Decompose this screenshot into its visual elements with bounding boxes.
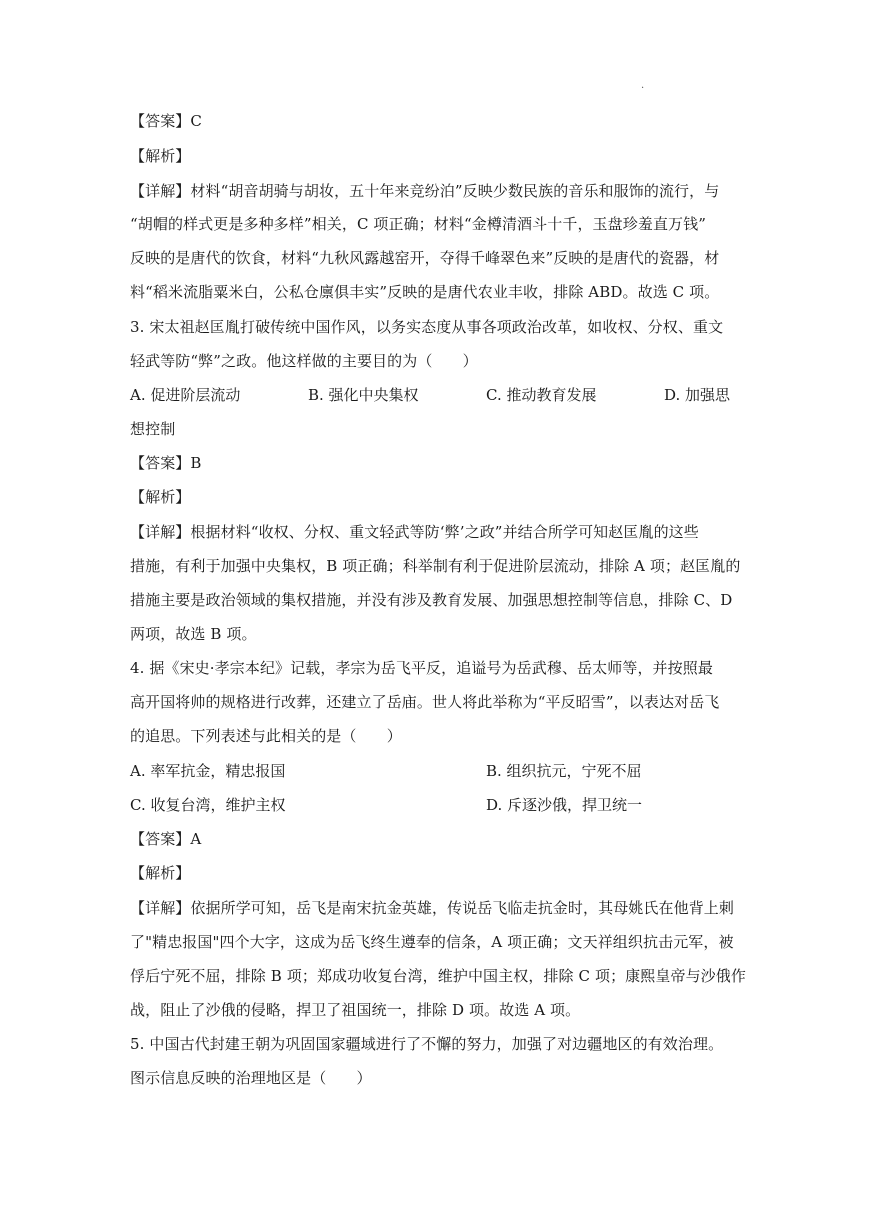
q3-option-a: A. 促进阶层流动 [130,386,241,404]
q3-stem-line: 轻武等防“弊”之政。他这样做的主要目的为（ ） [130,352,478,370]
q4-detail-line: 【详解】依据所学可知，岳飞是南宋抗金英雄，传说岳飞临走抗金时，其母姚氏在他背上刺 [130,899,735,917]
q3-option-c: C. 推动教育发展 [486,386,597,404]
q4-option-d: D. 斥逐沙俄，捍卫统一 [486,796,643,814]
q3-detail-line: 【详解】根据材料“收权、分权、重文轻武等防‘弊’之政”并结合所学可知赵匡胤的这些 [130,523,699,541]
q2-detail-line: 料“稻米流脂粟米白，公私仓廪俱丰实”反映的是唐代农业丰收，排除 ABD。故选 C 项。 [130,283,720,301]
page-mark: . [641,80,645,91]
q5-stem-line: 5. 中国古代封建王朝为巩固国家疆域进行了不懈的努力，加强了对边疆地区的有效治理。 [130,1035,724,1053]
q3-stem-line: 3. 宋太祖赵匡胤打破传统中国作风，以务实态度从事各项政治改革，如收权、分权、重文 [130,318,724,336]
q3-detail-line: 措施，有利于加强中央集权，B 项正确；科举制有利于促进阶层流动，排除 A 项；赵匡胤的 [130,557,741,575]
q4-option-b: B. 组织抗元，宁死不屈 [486,762,642,780]
q3-detail-line: 措施主要是政治领域的集权措施，并没有涉及教育发展、加强思想控制等信息，排除 C、D [130,591,733,609]
q3-analysis-label: 【解析】 [130,488,191,506]
q3-option-b: B. 强化中央集权 [308,386,419,404]
q2-answer: 【答案】C [130,112,202,130]
q3-option-d-cont: 想控制 [130,420,176,438]
q4-option-c: C. 收复台湾，维护主权 [130,796,286,814]
q4-detail-line: 了"精忠报国"四个大字，这成为岳飞终生遵奉的信条，A 项正确；文天祥组织抗击元军，被 [130,933,734,951]
q4-analysis-label: 【解析】 [130,864,191,882]
q2-detail-line: 【详解】材料“胡音胡骑与胡妆，五十年来竞纷泊”反映少数民族的音乐和服饰的流行，与 [130,182,720,200]
q4-stem-line: 4. 据《宋史·孝宗本纪》记载，孝宗为岳飞平反，追谥号为岳武穆、岳太师等，并按照最 [130,659,713,677]
q5-stem-line: 图示信息反映的治理地区是（ ） [130,1069,372,1087]
q3-detail-line: 两项，故选 B 项。 [130,625,257,643]
q4-detail-line: 俘后宁死不屈，排除 B 项；郑成功收复台湾，维护中国主权，排除 C 项；康熙皇帝与沙俄作 [130,967,746,985]
q4-option-a: A. 率军抗金，精忠报国 [130,762,286,780]
q3-answer: 【答案】B [130,454,202,472]
q4-stem-line: 高开国将帅的规格进行改葬，还建立了岳庙。世人将此举称为“平反昭雪”，以表达对岳飞 [130,693,720,711]
q4-answer: 【答案】A [130,830,202,848]
q2-detail-line: “胡帽的样式更是多种多样”相关，C 项正确；材料“金樽清酒斗十千，玉盘珍羞直万钱” [130,215,707,233]
q2-detail-line: 反映的是唐代的饮食，材料“九秋风露越窑开，夺得千峰翠色来”反映的是唐代的瓷器，材 [130,249,720,267]
q3-option-d: D. 加强思 [664,386,731,404]
q4-detail-line: 战，阻止了沙俄的侵略，捍卫了祖国统一，排除 D 项。故选 A 项。 [130,1001,581,1019]
q2-analysis-label: 【解析】 [130,147,191,165]
q4-stem-line: 的追思。下列表述与此相关的是（ ） [130,727,402,745]
